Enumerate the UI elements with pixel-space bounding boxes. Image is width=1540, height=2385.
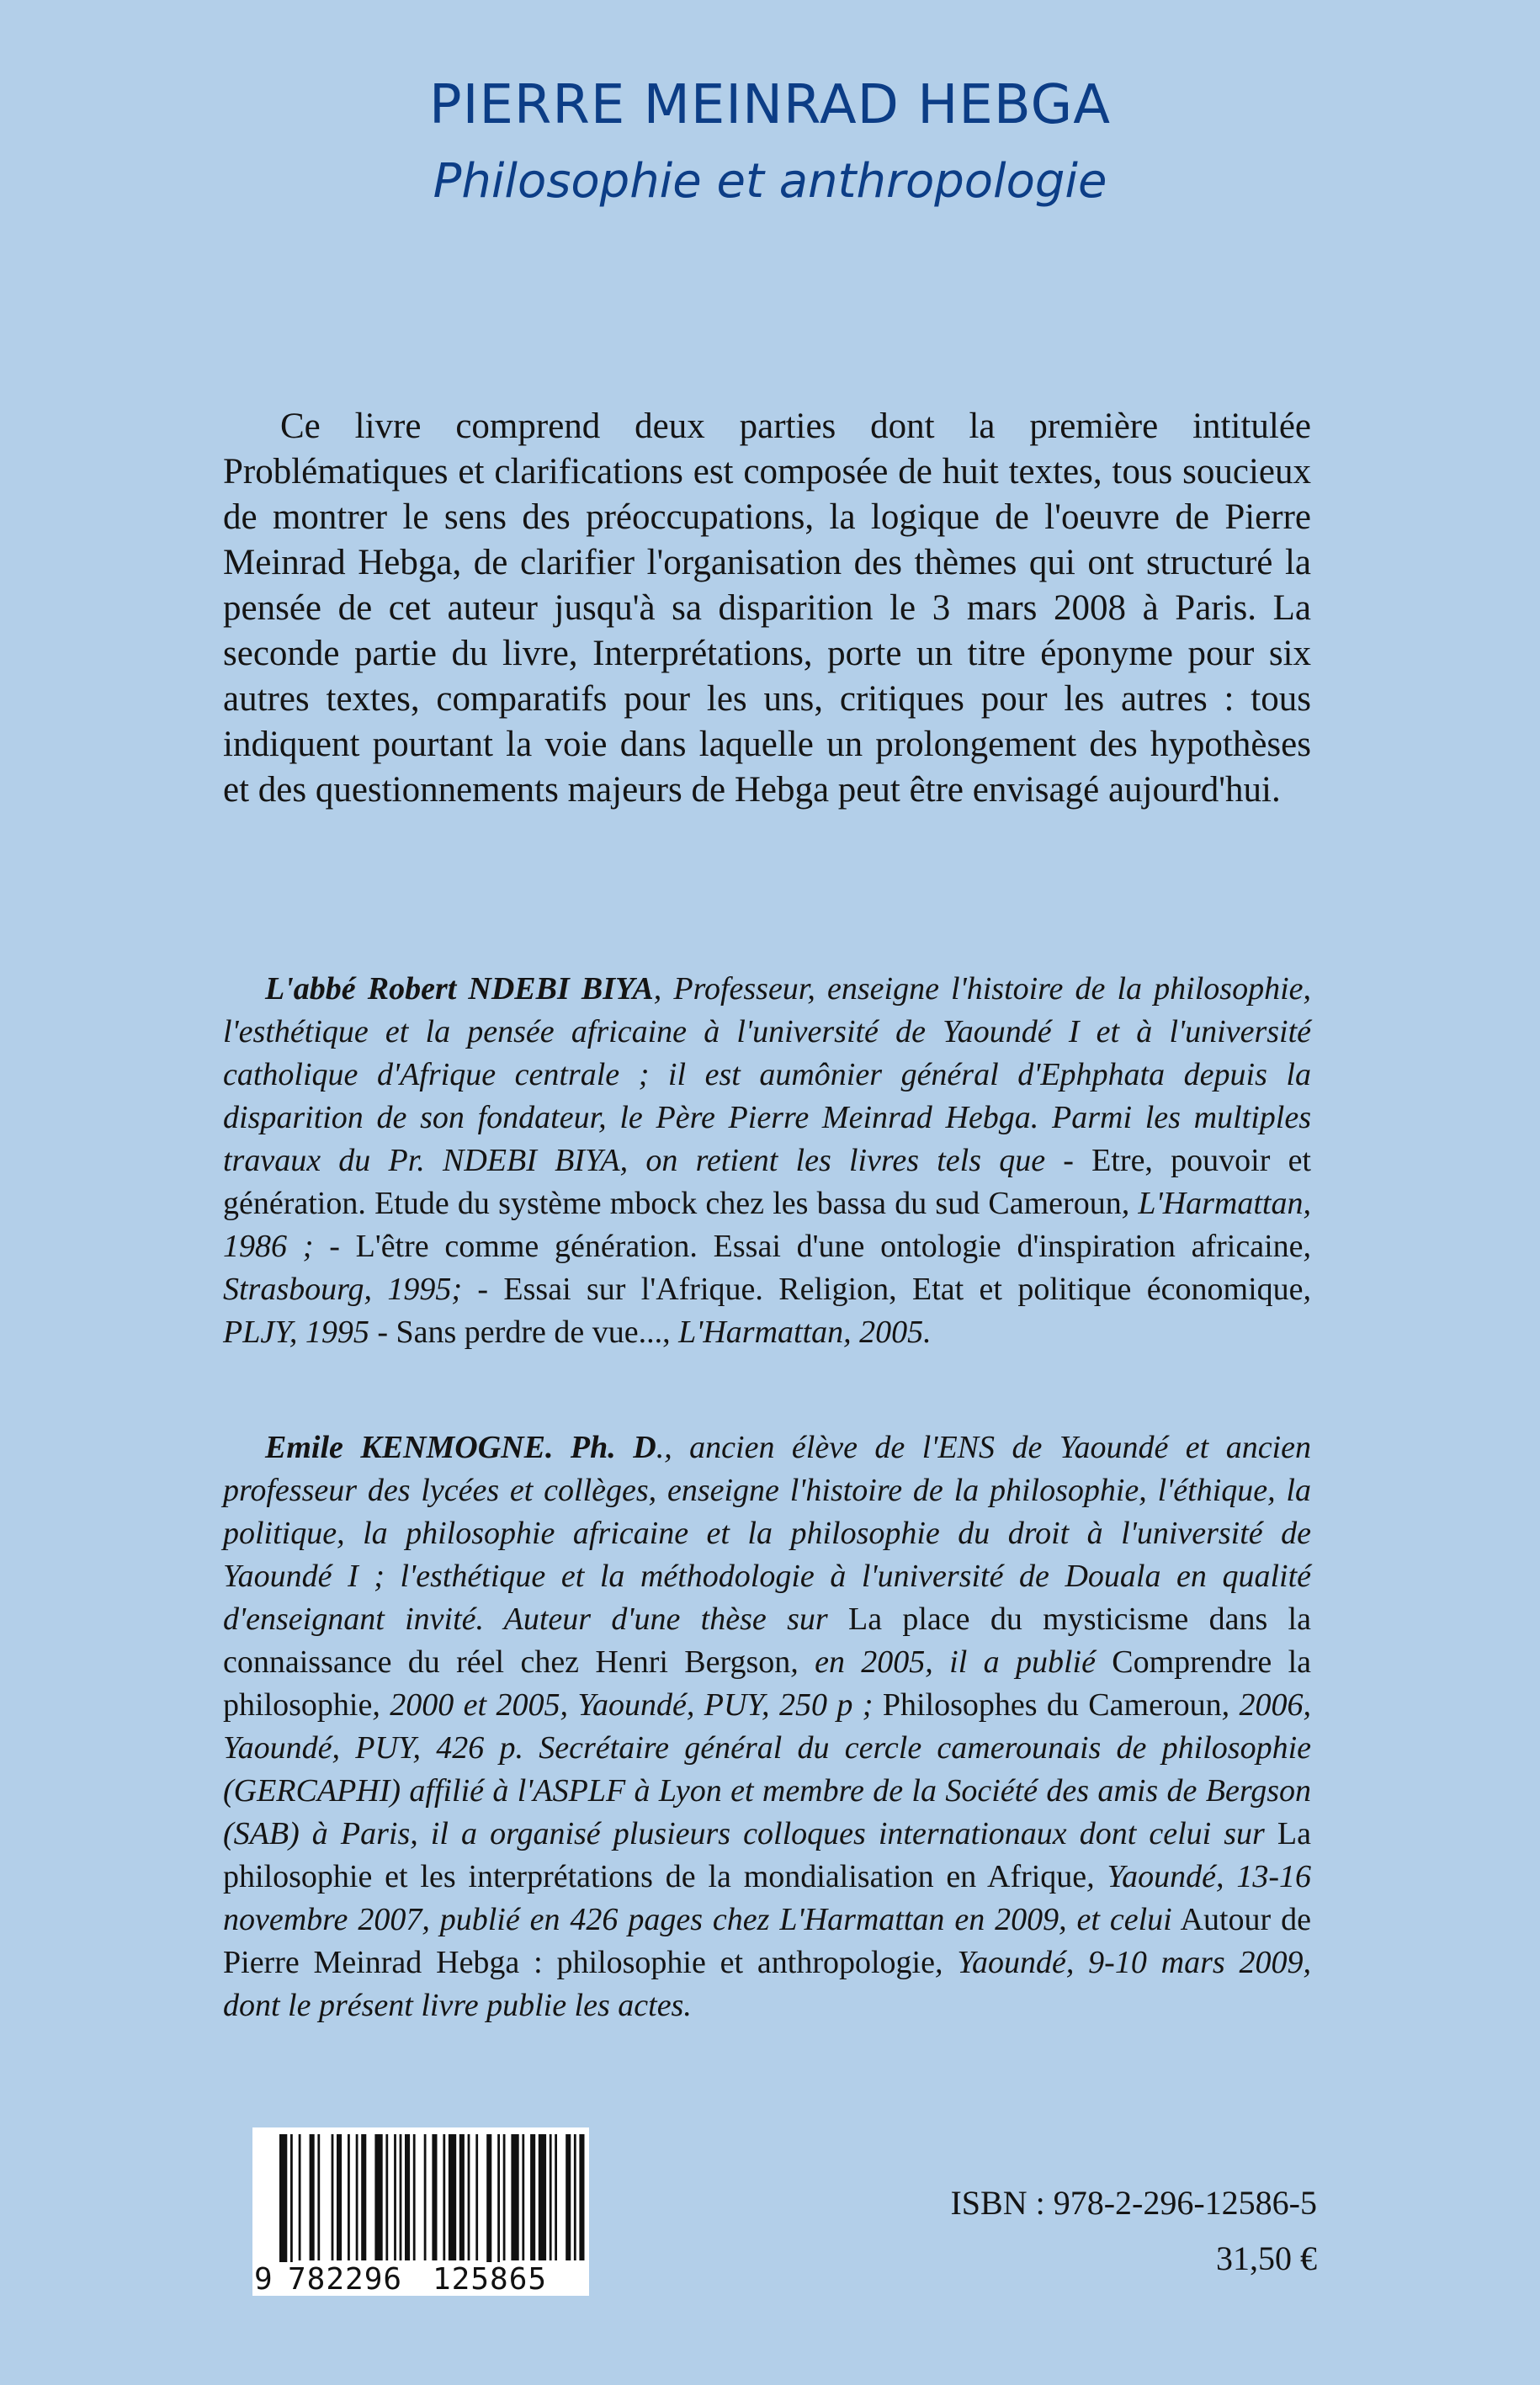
blurb-paragraph: Ce livre comprend deux parties dont la première intitulée Problématiques et clarifications est composée de huit textes, tous soucieux de montrer le sens des préoccupations, la logique de l'oeuvre de Pierre Meinrad Hebga, de clarifier l'organisation des thèmes qui ont structuré la pensée de cet auteur jusqu'à sa disparition le 3 mars 2008 à Paris. La seconde partie du livre, Interprétations, porte un titre éponyme pour six autres textes, comparatifs pour les uns, critiques pour les autres : tous indiquent pourtant la voie dans laquelle un prolongement des hypothèses et des questionnements majeurs de Hebga peut être envisagé aujourd'hui.	[223, 406, 1311, 810]
bio-text: , en 2005, il a publié	[790, 1644, 1096, 1680]
barcode-bar	[413, 2134, 416, 2260]
barcode-bar	[356, 2134, 358, 2260]
barcode-bar	[503, 2134, 506, 2260]
barcode-bar	[385, 2134, 388, 2260]
bio-text: , Yaoundé, 9-10 mars 2009, dont le présent livre publie les actes.	[223, 1945, 1312, 2023]
bio-text: , Yaoundé, 13-16 novembre 2007, publié en 426 pages chez L'Harmattan en 2009, et celui	[223, 1859, 1311, 1937]
barcode-bar	[405, 2134, 410, 2260]
bio-work-title: - Essai sur l'Afrique. Religion, Etat et politique économique	[462, 1272, 1304, 1307]
isbn-number: ISBN : 978-2-296-12586-5	[950, 2184, 1317, 2222]
bio-text: , 2006, Yaoundé, PUY, 426 p. Secrétaire général du cercle camerounais de philosophie (GERCAPHI) affilié à l'ASPLF à Lyon et membre de la Société des amis de Bergson (SAB) à Paris, il a organisé plusieurs colloques internationaux dont celui sur	[223, 1687, 1312, 1851]
bio-work-title: - Etre, pouvoir et génération. Etude du système mbock chez les bassa du sud Cameroun	[223, 1143, 1311, 1221]
barcode-bar	[579, 2134, 584, 2260]
barcode-bar	[530, 2134, 535, 2260]
author-name: L'abbé Robert NDEBI BIYA	[265, 971, 654, 1007]
barcode-first-digit: 9	[254, 2262, 273, 2297]
bio-text: , 2000 et 2005, Yaoundé, PUY, 250 p ;	[372, 1687, 874, 1723]
author-name: Emile KENMOGNE. Ph. D	[265, 1430, 656, 1465]
author-bio-ndebi-biya	[223, 968, 1311, 1354]
bio-work-title: Autour de Pierre Meinrad Hebga : philosophie et anthropologie	[223, 1902, 1311, 1980]
bio-work-title: La place du mysticisme dans la connaissance du réel chez Henri Bergson	[223, 1602, 1311, 1680]
barcode-bar	[468, 2134, 470, 2260]
barcode-digit-group-1: 782296	[288, 2262, 403, 2297]
barcode-bar	[348, 2134, 350, 2260]
barcode-bar	[361, 2134, 366, 2260]
bio-text: ., ancien élève de l'ENS de Yaoundé et ancien professeur des lycées et collèges, enseigne l'histoire de la philosophie, l'éthique, la politique, la philosophie africaine et la philosophie du droit à l'université de Yaoundé I ; l'esthétique et la méthodologie à l'université de Douala en qualité d'enseignant invité. Auteur d'une thèse sur	[223, 1430, 1311, 1637]
bio-work-title: Philosophes du Cameroun	[873, 1687, 1222, 1723]
bio-text: , Strasbourg, 1995;	[223, 1229, 1311, 1307]
barcode-bar	[424, 2134, 427, 2260]
barcode-digits	[252, 2262, 589, 2296]
barcode-bar	[317, 2134, 320, 2260]
bio-text: , PLJY, 1995	[223, 1272, 1311, 1350]
barcode-bar	[555, 2134, 557, 2260]
barcode-bar	[550, 2134, 552, 2260]
barcode-bar	[310, 2134, 315, 2260]
barcode-bar	[400, 2134, 402, 2260]
barcode-digit-group-2: 125865	[433, 2262, 548, 2297]
book-subtitle: Philosophie et anthropologie	[433, 154, 1107, 209]
bio-work-title: La philosophie et les interprétations de la mondialisation en Afrique	[223, 1816, 1311, 1894]
barcode-bar	[566, 2134, 571, 2260]
isbn-barcode	[252, 2127, 589, 2296]
price: 31,50 €	[1216, 2239, 1317, 2277]
bio-text: L'Harmattan, 2005.	[670, 1315, 932, 1350]
barcode-bar	[449, 2134, 456, 2260]
barcode-bar	[574, 2134, 576, 2260]
barcode-bar	[432, 2134, 437, 2260]
bio-work-title: - L'être comme génération. Essai d'une ontologie d'inspiration africaine	[313, 1229, 1304, 1264]
barcode-bar	[522, 2134, 524, 2260]
bio-work-title: Comprendre la philosophie	[223, 1644, 1311, 1723]
barcode-bar	[374, 2134, 382, 2260]
book-title: PIERRE MEINRAD HEBGA	[428, 74, 1112, 136]
barcode-bar	[443, 2134, 445, 2260]
barcode-bar	[475, 2134, 478, 2260]
author-bio-kenmogne	[223, 1426, 1311, 2027]
barcode-bar	[511, 2134, 518, 2260]
barcode-bar	[299, 2134, 301, 2260]
bio-text: , Professeur, enseigne l'histoire de la philosophie, l'esthétique et la pensée africaine à l'université de Yaoundé I et à l'université catholique d'Afrique centrale ; il est aumônier général d'Ephphata depuis la disparition de son fondateur, le Père Pierre Meinrad Hebga. Parmi les multiples travaux du Pr. NDEBI BIYA, on retient les livres tels que	[223, 971, 1311, 1178]
barcode-bar	[337, 2134, 342, 2260]
barcode-bar	[394, 2134, 396, 2260]
barcode-bar	[332, 2134, 334, 2260]
barcode-bar	[539, 2134, 546, 2260]
barcode-bar	[459, 2134, 465, 2260]
bio-work-title: - Sans perdre de vue...,	[369, 1315, 671, 1350]
bio-text: , L'Harmattan, 1986 ;	[223, 1186, 1311, 1264]
